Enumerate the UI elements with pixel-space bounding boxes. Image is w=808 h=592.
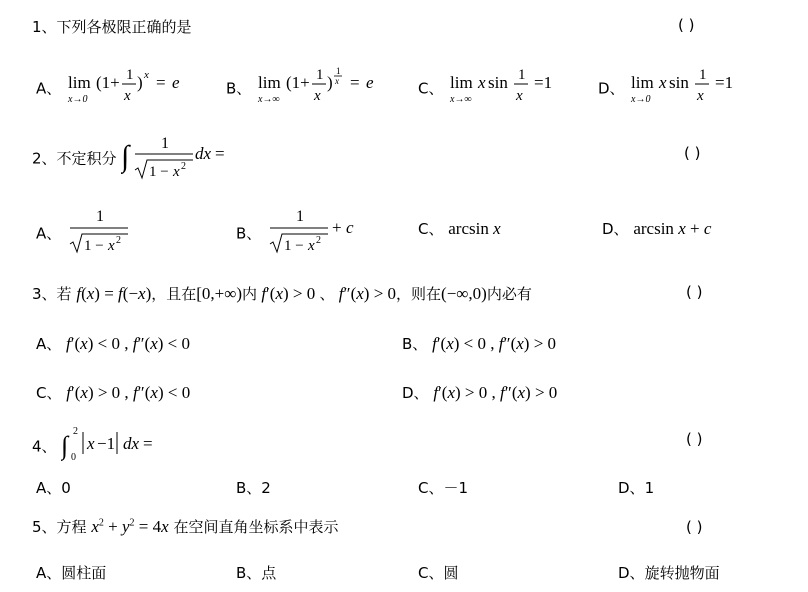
q4-option-a[interactable]	[36, 477, 71, 498]
q3-math-5: (−∞,0)	[441, 284, 487, 303]
svg-text:2: 2	[316, 235, 322, 246]
svg-text:lim: lim	[258, 73, 281, 92]
svg-text:e: e	[366, 73, 374, 92]
q3-option-b-math: f′(x) < 0 , f″(x) > 0	[432, 334, 557, 353]
svg-text:1: 1	[316, 67, 324, 83]
q5-option-a-text: 圆柱面	[61, 564, 107, 582]
q5-stem	[32, 516, 338, 537]
svg-text:∫: ∫	[61, 431, 69, 460]
q1-option-c-math	[448, 66, 578, 112]
q3-option-a-label: A、	[36, 335, 62, 353]
svg-text:1: 1	[336, 66, 341, 76]
q3-number: 3、	[32, 285, 57, 303]
q3-stem	[32, 283, 532, 304]
q5-option-b-label: B、	[236, 564, 262, 582]
q2-option-d[interactable]	[602, 218, 711, 239]
svg-text:lim: lim	[68, 73, 91, 92]
svg-text:x→∞: x→∞	[450, 94, 472, 105]
q1-option-b-label: B、	[226, 79, 252, 98]
q4-formula	[61, 424, 171, 464]
q3-option-c-label: C、	[36, 384, 62, 402]
q5-number: 5、	[32, 518, 57, 536]
q4-option-d-text: 1	[644, 479, 655, 497]
svg-text:x: x	[144, 69, 149, 81]
q4-answer-paren[interactable]: ( )	[686, 430, 703, 448]
q3-answer-paren[interactable]: ( )	[686, 283, 703, 301]
q3-option-c-math: f′(x) > 0 , f″(x) < 0	[66, 383, 191, 402]
q1-option-d-math	[629, 66, 759, 112]
q5-option-d-label: D、	[618, 564, 645, 582]
q5-text: 方程	[56, 518, 87, 536]
q2-number: 2、	[32, 149, 57, 168]
svg-text:1 −: 1 −	[284, 238, 304, 254]
q3-text-2: ，且在	[151, 285, 197, 303]
svg-text:c: c	[346, 218, 354, 237]
svg-text:x→∞: x→∞	[258, 94, 280, 105]
q5-option-d-text: 旋转抛物面	[644, 564, 720, 582]
svg-text:+: +	[332, 218, 342, 237]
q3-option-d-math: f′(x) > 0 , f″(x) > 0	[433, 383, 558, 402]
q3-option-b[interactable]	[402, 333, 556, 354]
svg-text:(1+: (1+	[286, 73, 310, 92]
svg-text:sin: sin	[669, 73, 690, 92]
q4-stem	[32, 424, 171, 468]
q2-option-b-label: B、	[236, 224, 262, 243]
q5-answer-paren[interactable]: ( )	[686, 518, 703, 536]
q3-text-1: 若	[56, 285, 72, 303]
svg-text:1: 1	[296, 208, 305, 225]
svg-text:e: e	[172, 73, 180, 92]
q2-option-d-label: D、	[602, 220, 629, 238]
q5-option-d[interactable]	[618, 562, 720, 583]
q3-math-2: [0,+∞)	[196, 284, 243, 303]
q1-number: 1、	[32, 18, 57, 36]
svg-text:x: x	[478, 73, 486, 92]
q3-option-d[interactable]	[402, 382, 557, 403]
svg-text:x: x	[314, 88, 321, 104]
q1-option-d-label: D、	[598, 79, 625, 98]
q1-option-a-label: A、	[36, 79, 62, 98]
q4-option-c-text: －1	[443, 479, 469, 497]
q1-option-c-label: C、	[418, 79, 444, 98]
q4-number: 4、	[32, 437, 57, 456]
q4-option-c[interactable]	[418, 477, 468, 498]
q2-stem	[32, 128, 231, 188]
q4-option-b-text: 2	[261, 479, 271, 497]
q2-option-c-math: arcsin x	[448, 219, 501, 238]
q4-option-b[interactable]	[236, 477, 271, 498]
q2-option-d-math: arcsin x + c	[633, 219, 712, 238]
svg-text:=: =	[143, 434, 153, 453]
q3-option-a-math: f′(x) < 0 , f″(x) < 0	[66, 334, 190, 353]
svg-text:1: 1	[518, 67, 526, 83]
q3-option-c[interactable]	[36, 382, 190, 403]
q2-option-a-label: A、	[36, 224, 62, 243]
svg-text:x→0: x→0	[68, 94, 88, 105]
svg-text:1 −: 1 −	[84, 238, 104, 254]
q5-option-a-label: A、	[36, 564, 62, 582]
q1-stem	[32, 16, 192, 37]
q3-math-3: f′(x) > 0	[261, 284, 320, 303]
q1-option-a-math	[66, 66, 196, 112]
q1-answer-paren[interactable]: ( )	[678, 16, 695, 34]
svg-text:x: x	[335, 76, 340, 86]
svg-text:sin: sin	[488, 73, 509, 92]
svg-text:x: x	[124, 88, 131, 104]
q4-option-a-label: A、	[36, 479, 62, 497]
svg-text:2: 2	[116, 235, 122, 246]
q1-text: 下列各极限正确的是	[56, 18, 192, 36]
q1-option-b[interactable]	[226, 66, 396, 112]
svg-text:2: 2	[181, 161, 187, 172]
svg-text:dx: dx	[195, 144, 212, 163]
svg-text:1: 1	[126, 67, 134, 83]
svg-text:∫: ∫	[121, 140, 130, 173]
q1-option-d[interactable]	[598, 66, 759, 112]
q5-option-c-text: 圆	[443, 564, 459, 582]
q5-text-tail: 在空间直角坐标系中表示	[173, 518, 339, 536]
q2-option-a-math	[66, 204, 136, 262]
q3-text-6: 内必有	[486, 285, 532, 303]
q5-option-b-text: 点	[261, 564, 277, 582]
svg-text:x→0: x→0	[631, 94, 651, 105]
svg-text:x: x	[516, 88, 523, 104]
q4-option-c-label: C、	[418, 479, 444, 497]
q3-option-d-label: D、	[402, 384, 429, 402]
q5-option-a[interactable]	[36, 562, 106, 583]
q5-option-b[interactable]	[236, 562, 276, 583]
svg-text:=1: =1	[534, 73, 553, 92]
svg-text:): )	[137, 73, 143, 92]
svg-text:1 −: 1 −	[149, 164, 170, 180]
svg-text:x: x	[308, 238, 315, 254]
svg-text:(1+: (1+	[96, 73, 120, 92]
q2-b-formula	[266, 204, 366, 258]
q1-option-b-math	[256, 66, 396, 112]
q3-option-b-label: B、	[402, 335, 428, 353]
svg-text:2: 2	[73, 426, 79, 437]
q3-option-a[interactable]	[36, 333, 190, 354]
q3-math-1: f(x) = f(−x)	[76, 284, 152, 303]
q2-formula	[121, 128, 231, 184]
q1-a-formula	[66, 66, 196, 108]
svg-text:=: =	[156, 73, 166, 92]
q5-option-c-label: C、	[418, 564, 444, 582]
q2-option-b-math	[266, 204, 366, 262]
svg-text:lim: lim	[631, 73, 655, 92]
svg-text:x: x	[173, 164, 181, 180]
svg-text:=1: =1	[715, 73, 734, 92]
q2-a-formula	[66, 204, 136, 258]
svg-text:): )	[327, 73, 333, 92]
svg-text:x: x	[87, 434, 95, 453]
q3-text-4: 、	[319, 285, 335, 303]
svg-text:lim: lim	[450, 73, 473, 92]
svg-text:1: 1	[699, 67, 707, 83]
svg-text:1: 1	[161, 135, 170, 152]
q4-option-d[interactable]	[618, 477, 654, 498]
svg-text:x: x	[659, 73, 667, 92]
svg-text:0: 0	[71, 452, 77, 463]
svg-text:x: x	[697, 88, 705, 104]
q5-option-c[interactable]	[418, 562, 459, 583]
q1-option-c[interactable]	[418, 66, 578, 112]
q2-option-c[interactable]	[418, 218, 501, 239]
q4-option-a-text: 0	[61, 479, 71, 497]
q2-option-c-label: C、	[418, 220, 444, 238]
q2-integral	[121, 128, 231, 188]
q5-math: $x^2 + y^2 = 4x$	[91, 517, 169, 536]
q3-text-5: ，则在	[396, 285, 442, 303]
svg-text:−1: −1	[97, 434, 116, 453]
q2-option-b[interactable]	[236, 204, 366, 262]
q3-text-3: 内	[242, 285, 258, 303]
q4-integral	[61, 424, 171, 468]
q1-d-formula	[629, 66, 759, 108]
q2-answer-paren[interactable]: ( )	[684, 144, 701, 162]
q2-text: 不定积分	[56, 149, 117, 168]
svg-text:x: x	[108, 238, 115, 254]
q1-b-formula	[256, 66, 396, 108]
svg-text:=: =	[215, 144, 225, 163]
q2-option-a[interactable]	[36, 204, 136, 262]
svg-text:1: 1	[96, 208, 105, 225]
q4-option-d-label: D、	[618, 479, 645, 497]
q4-option-b-label: B、	[236, 479, 262, 497]
q1-c-formula	[448, 66, 578, 108]
svg-text:=: =	[350, 73, 360, 92]
q3-math-4: f″(x) > 0	[338, 284, 397, 303]
svg-text:dx: dx	[123, 434, 140, 453]
q1-option-a[interactable]	[36, 66, 196, 112]
